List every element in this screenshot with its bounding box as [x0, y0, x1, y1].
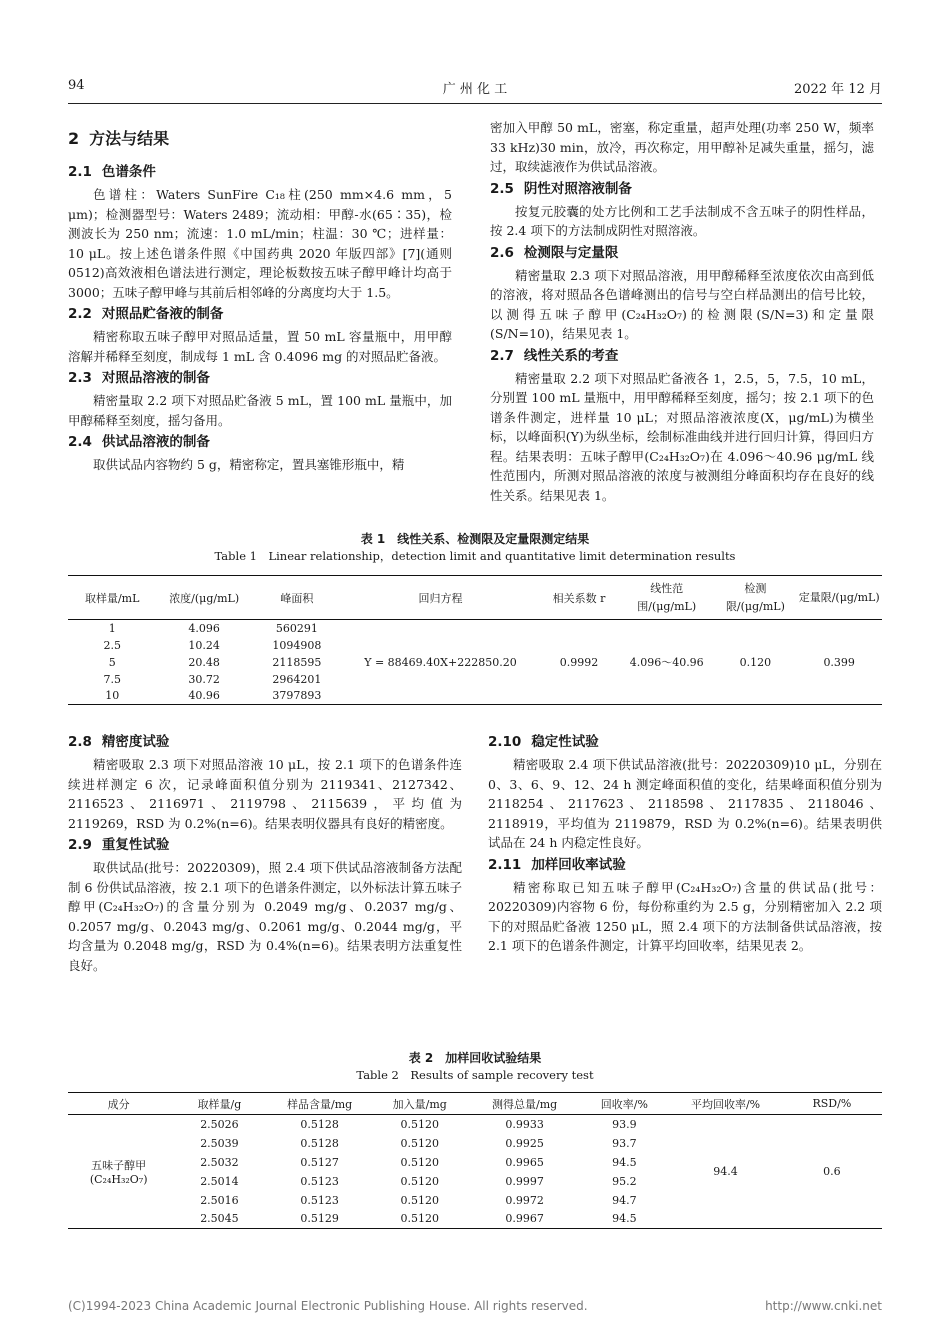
left-column-bottom: [68, 730, 462, 975]
table-cell: 0.5120: [400, 1117, 439, 1131]
table-cell: 7.5: [103, 672, 121, 686]
table-cell: 20.48: [188, 655, 220, 669]
table2-header: 测得总量/mg: [492, 1097, 558, 1111]
table1-header: 线性范围/(μg/mL): [637, 581, 697, 613]
table1-header: 回归方程: [418, 591, 463, 605]
table2: [68, 1092, 882, 1229]
copyright-notice: (C)1994-2023 China Academic Journal Electronic Publishing House. All rights reserved.: [68, 1299, 588, 1313]
table-cell: 560291: [275, 621, 318, 635]
para-2-8: 精密吸取 2.3 项下对照品溶液 10 μL，按 2.1 项下的色谱条件连续进样测定 6 次，记录峰面积值分别为 2119341、2127342、2116523、2116971、2119798、2115639，平均值为 2119269，RSD 为 0.2%(n=6)。结果表明仪器具有良好的精密度。: [68, 757, 462, 831]
table-cell: 2.5032: [200, 1155, 239, 1169]
detection-limit: 0.120: [739, 655, 772, 669]
rsd-value: 0.6: [823, 1165, 841, 1178]
para-2-11: 精密称取已知五味子醇甲(C₂₄H₃₂O₇)含量的供试品(批号：20220309)内容物 6 份，每份称重约为 2.5 g，分别精密加入 2.2 项下的对照品贮备液 1250 μL，照 2.4 项下的方法制备供试品溶液，按 2.1 项下的色谱条件测定，计算平均回收率，结果见表 2。: [488, 879, 882, 953]
linear-range: 4.096～40.96: [629, 656, 704, 669]
para-2-2: 精密称取五味子醇甲对照品适量，置 50 mL 容量瓶中，用甲醇溶解并稀释至刻度，制成每 1 mL 含 0.4096 mg 的对照品贮备液。: [68, 329, 452, 364]
component-cell: [68, 1115, 169, 1229]
table1-header: 相关系数 r: [552, 591, 606, 605]
heading-2-3: 2.3 对照品溶液的制备: [68, 370, 210, 386]
table-cell: 10.24: [188, 638, 220, 652]
table1-caption: [68, 531, 882, 564]
table1-header: 检测限/(μg/mL): [725, 581, 785, 613]
table1-caption-cn: 表 1 线性关系、检测限及定量限测定结果: [360, 532, 590, 546]
table-cell: 95.2: [612, 1174, 637, 1188]
para-2-6: 精密量取 2.3 项下对照品溶液，用甲醇稀释至浓度依次由高到低的溶液，将对照品各色谱峰测出的信号与空白样品测出的信号比较，以测得五味子醇甲(C₂₄H₃₂O₇)的检测限(S/N=3)和定量限(S/N=10)，结果见表 1。: [490, 267, 874, 341]
table-cell: 2.5026: [200, 1117, 239, 1131]
table-cell: 1094908: [272, 638, 322, 652]
component-name: 五味子醇甲: [91, 1159, 147, 1172]
table2-header-row: [68, 1093, 882, 1115]
table-cell: 2.5016: [200, 1193, 239, 1207]
table-cell: 3797893: [272, 689, 322, 703]
journal-name: 广 州 化 工: [442, 82, 508, 97]
header-rule: [68, 103, 882, 104]
table1-header: 定量限/(μg/mL): [798, 590, 880, 604]
average-recovery: 94.4: [713, 1165, 738, 1178]
right-column-bottom: [488, 730, 882, 956]
table2-header: 平均回收率/%: [690, 1097, 761, 1111]
footer-url[interactable]: http://www.cnki.net: [765, 1299, 882, 1313]
table-cell: 0.9925: [505, 1136, 544, 1150]
table-cell: 1: [108, 621, 116, 635]
table-cell: 94.5: [612, 1212, 637, 1226]
heading-2-9: 2.9 重复性试验: [68, 837, 170, 853]
para-2-4: 取供试品内容物约 5 g，精密称定，置具塞锥形瓶中，精: [93, 457, 405, 472]
table-cell: 30.72: [188, 672, 220, 686]
table-cell: 0.5129: [300, 1212, 339, 1226]
right-column-top: [490, 118, 874, 505]
table-cell: 0.5127: [300, 1155, 339, 1169]
table-cell: 2.5039: [200, 1136, 239, 1150]
table-cell: 2.5: [103, 638, 121, 652]
heading-2-1: 2.1 色谱条件: [68, 164, 156, 180]
correlation-coefficient: 0.9992: [559, 655, 599, 669]
issue-date: 2022 年 12 月: [793, 82, 882, 97]
table2-header: 取样量/g: [197, 1097, 242, 1111]
table1-caption-en: Table 1 Linear relationship，detection limit and quantitative limit determination results: [214, 549, 736, 563]
table1-header: 浓度/(μg/mL): [169, 591, 240, 605]
heading-2-4: 2.4 供试品溶液的制备: [68, 434, 210, 450]
table-cell: 0.5120: [400, 1155, 439, 1169]
table-cell: 0.5123: [300, 1193, 339, 1207]
table1: [68, 575, 882, 705]
table-cell: 0.5128: [300, 1136, 339, 1150]
page-number: 94: [68, 78, 85, 93]
table2-header: 样品含量/mg: [287, 1097, 353, 1111]
heading-2-2: 2.2 对照品贮备液的制备: [68, 306, 224, 322]
page-footer: [68, 1299, 882, 1313]
table-cell: 2.5045: [200, 1212, 239, 1226]
table-cell: 0.9997: [505, 1174, 544, 1188]
table2-header: 成分: [107, 1097, 130, 1111]
table-cell: 94.7: [612, 1193, 637, 1207]
heading-2-7: 2.7 线性关系的考查: [490, 347, 619, 364]
table2-caption-en: Table 2 Results of sample recovery test: [356, 1068, 594, 1082]
para-2-9: 取供试品(批号：20220309)，照 2.4 项下供试品溶液制备方法配制 6 份供试品溶液，按 2.1 项下的色谱条件测定，以外标法计算五味子醇甲(C₂₄H₃₂O₇)的含量分别为 0.2049 mg/g、0.2037 mg/g、0.2057 mg/g、0.2043 mg/g、0.2061 mg/g、0.2044 mg/g，平均含量为 0.2048 mg/g，RSD 为 0.4%(n=6)。结果表明方法重复性良好。: [68, 860, 462, 973]
table-cell: 93.7: [612, 1136, 637, 1150]
table-cell: 0.9933: [505, 1117, 544, 1131]
table-cell: 0.5123: [300, 1174, 339, 1188]
table-cell: 93.9: [612, 1117, 637, 1131]
table1-header-row: [68, 576, 882, 620]
table-cell: 2.5014: [200, 1174, 239, 1188]
regression-equation: Y = 88469.40X+222850.20: [364, 655, 517, 669]
heading-2-11: 2.11 加样回收率试验: [488, 856, 626, 873]
para-2-4-cont: 密加入甲醇 50 mL，密塞，称定重量，超声处理(功率 250 W，频率 33 kHz)30 min，放冷，再次称定，用甲醇补足减失重量，摇匀，滤过，取续滤液作为供试品溶液。: [490, 120, 874, 174]
table1-header: 峰面积: [280, 591, 314, 605]
table-cell: 0.5120: [400, 1174, 439, 1188]
section-heading: 2 方法与结果: [68, 129, 170, 148]
para-2-10: 精密吸取 2.4 项下供试品溶液(批号：20220309)10 μL，分别在 0、3、6、9、12、24 h 测定峰面积值的变化，结果峰面积值分别为 2118254、2117623、2118598、2117835、2118046、2118919，平均值为 2119879，RSD 为 0.2%(n=6)。结果表明供试品在 24 h 内稳定性良好。: [488, 757, 882, 850]
table-cell: 0.5120: [400, 1193, 439, 1207]
table-row: [68, 1115, 882, 1134]
table-cell: 0.5120: [400, 1212, 439, 1226]
table2-header: RSD/%: [812, 1097, 852, 1110]
para-2-7: 精密量取 2.2 项下对照品贮备液各 1，2.5，5，7.5，10 mL，分别置 100 mL 量瓶中，用甲醇稀释至刻度，摇匀；按 2.1 项下的色谱条件测定，进样量 10 μL；对照品溶液浓度(X，μg/mL)为横坐标，以峰面积(Y)为纵坐标，绘制标准曲线并进行回归计算，得回归方程。结果表明：五味子醇甲(C₂₄H₃₂O₇)在 4.096～40.96 μg/mL 线性范围内，所测对照品溶液的浓度与被测组分峰面积均存在良好的线性关系。结果见表 1。: [490, 370, 874, 503]
table-cell: 94.5: [612, 1155, 637, 1169]
table2-header: 加入量/mg: [392, 1097, 447, 1111]
heading-2-5: 2.5 阴性对照溶液制备: [490, 180, 632, 197]
heading-2-10: 2.10 稳定性试验: [488, 734, 599, 750]
para-2-5: 按复元胶囊的处方比例和工艺手法制成不含五味子的阴性样品，按 2.4 项下的方法制成阴性对照溶液。: [490, 203, 874, 238]
table-cell: 2118595: [272, 655, 322, 669]
table-cell: 40.96: [188, 689, 220, 703]
table-cell: 0.5120: [400, 1136, 439, 1150]
table-cell: 5: [108, 655, 116, 669]
component-formula: (C₂₄H₃₂O₇): [89, 1173, 148, 1186]
quantitation-limit: 0.399: [823, 655, 855, 669]
table-row: [68, 620, 882, 637]
table2-caption: [68, 1050, 882, 1083]
table-cell: 0.9972: [505, 1193, 544, 1207]
heading-2-6: 2.6 检测限与定量限: [490, 244, 619, 261]
heading-2-8: 2.8 精密度试验: [68, 734, 170, 750]
table2-header: 回收率/%: [600, 1097, 648, 1111]
table-cell: 4.096: [188, 621, 220, 635]
table-cell: 2964201: [272, 672, 322, 686]
para-2-3: 精密量取 2.2 项下对照品贮备液 5 mL，置 100 mL 量瓶中，加甲醇稀释至刻度，摇匀备用。: [68, 393, 452, 428]
table-cell: 0.9965: [505, 1155, 544, 1169]
table-cell: 0.5128: [300, 1117, 339, 1131]
table2-caption-cn: 表 2 加样回收试验结果: [408, 1051, 542, 1065]
table-cell: 0.9967: [505, 1212, 544, 1226]
left-column-top: [68, 118, 452, 475]
table1-header: 取样量/mL: [84, 591, 140, 605]
table-cell: 10: [105, 689, 120, 703]
para-2-1: 色谱柱：Waters SunFire C₁₈柱(250 mm×4.6 mm，5 μm)；检测器型号：Waters 2489；流动相：甲醇-水(65∶35)，检测波长为 250 nm；流速：1.0 mL/min；柱温：30 ℃；进样量：10 μL。按上述色谱条件照《中国药典 2020 年版四部》[7](通则 0512)高效液相色谱法进行测定，理论板数按五味子醇甲峰计均高于3000；五味子醇甲峰与其前后相邻峰的分离度均大于 1.5。: [68, 187, 452, 300]
